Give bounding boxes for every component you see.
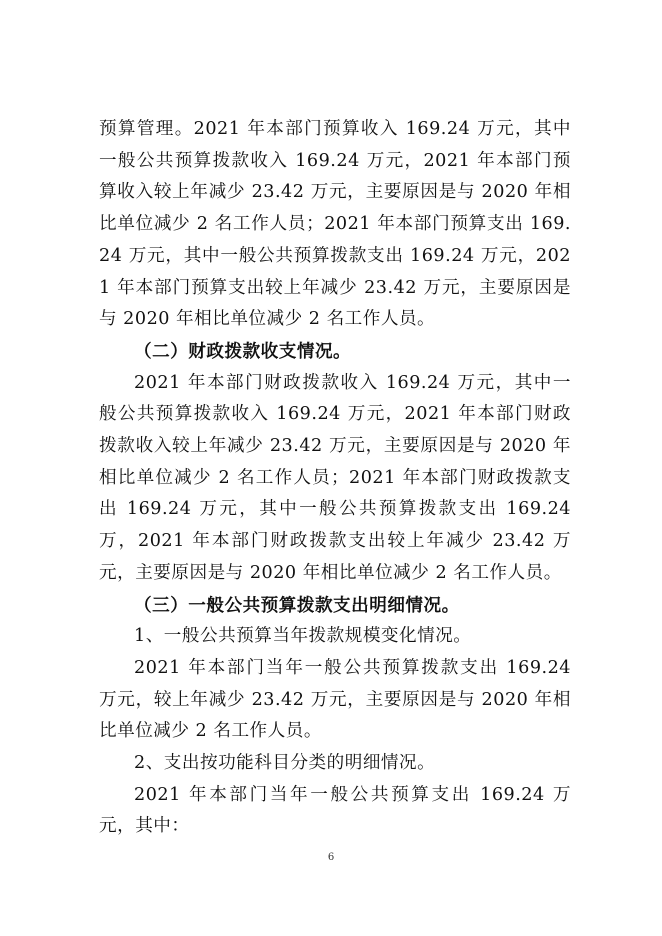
page-number: 6 (327, 852, 335, 863)
fiscal-appropriation-paragraph: 2021 年本部门财政拨款收入 169.24 万元，其中一般公共预算拨款收入 169.24 万元，2021 年本部门财政拨款收入较上年减少 23.42 万元，主要原因是与 2020 年相比单位减少 2 名工作人员；2021 年本部门财政拨款支出 169.24 万元，其中一般公共预算拨款支出 169.24 万，2021 年本部门财政拨款支出较上年减少 23.42 万元，主要原因是与 2020 年相比单位减少 2 名工作人员。 (99, 372, 571, 583)
subheading-scale-change: 1、一般公共预算当年拨款规模变化情况。 (134, 626, 472, 647)
scale-change-paragraph: 2021 年本部门当年一般公共预算拨款支出 169.24 万元，较上年减少 23.42 万元，主要原因是与 2020 年相比单位减少 2 名工作人员。 (99, 657, 571, 742)
section-heading-general-budget-details: （三）一般公共预算拨款支出明细情况。 (134, 594, 460, 616)
budget-summary-paragraph: 预算管理。2021 年本部门预算收入 169.24 万元，其中一般公共预算拨款收入 169.24 万元，2021 年本部门预算收入较上年减少 23.42 万元，主要原因是与 2020 年相比单位减少 2 名工作人员；2021 年本部门预算支出 169.24 万元，其中一般公共预算拨款支出 169.24 万元，2021 年本部门预算支出较上年减少 23.42 万元，主要原因是与 2020 年相比单位减少 2 名工作人员。 (99, 119, 571, 330)
subheading-functional-classification: 2、支出按功能科目分类的明细情况。 (134, 753, 436, 774)
document-body (99, 114, 571, 843)
functional-classification-paragraph: 2021 年本部门当年一般公共预算支出 169.24 万元，其中： (99, 784, 571, 837)
section-heading-fiscal-appropriation: （二）财政拨款收支情况。 (134, 340, 352, 362)
